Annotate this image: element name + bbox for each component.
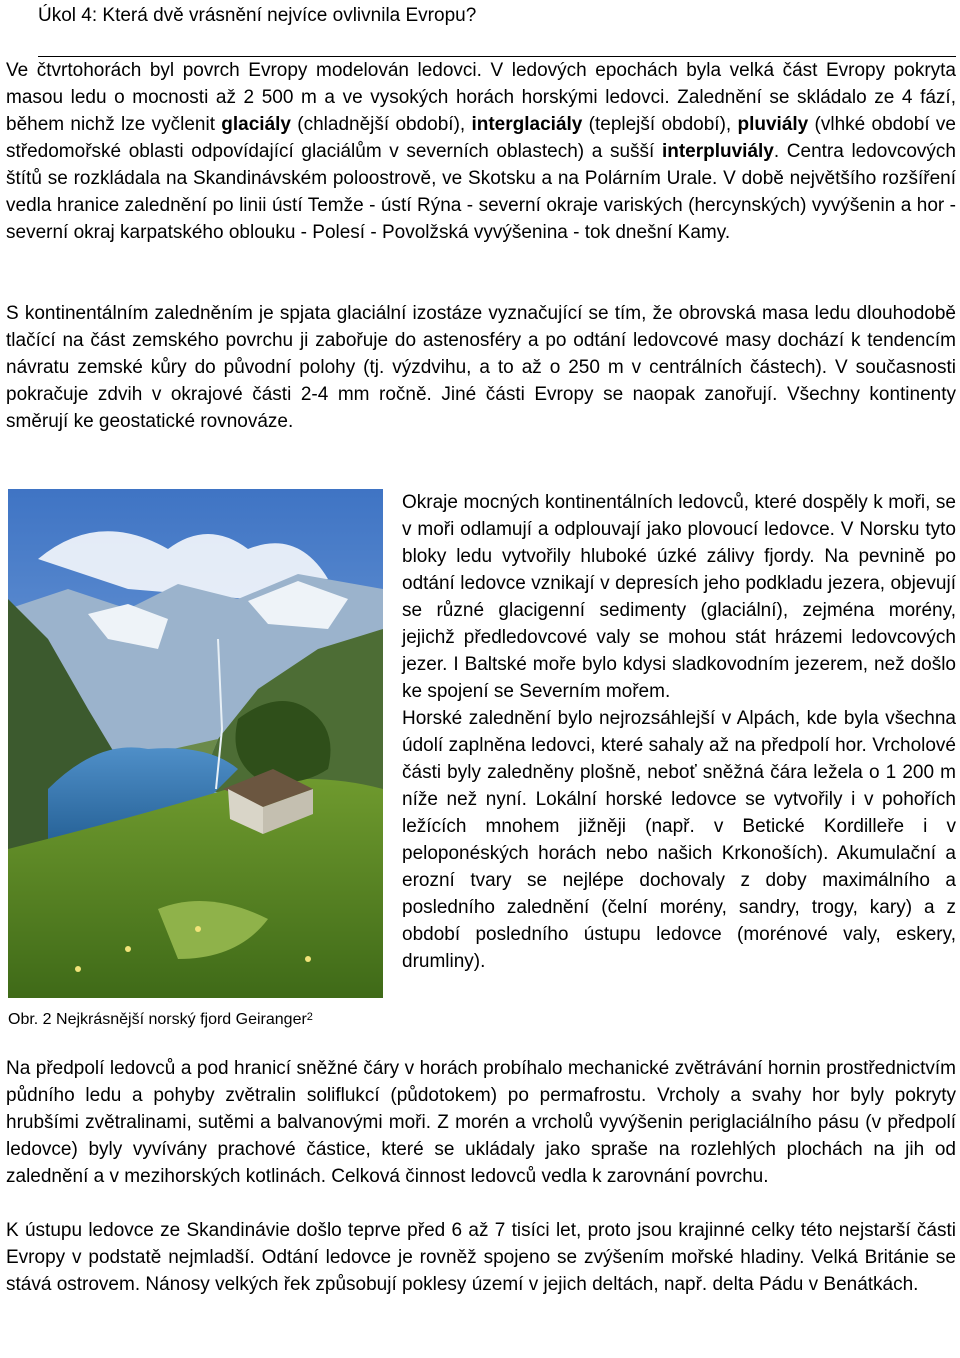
right-column [402, 489, 956, 975]
fjord-photo [8, 489, 383, 998]
task-heading: Úkol 4: Která dvě vrásnění nejvíce ovlivnila Evropu? [38, 5, 477, 26]
figure-caption: Obr. 2 Nejkrásnější norský fjord Geiranger$^2$ [8, 1011, 313, 1028]
paragraph-glaciation: Ve čtvrtohorách byl povrch Evropy modelován ledovci. V ledových epochách byla velká část Evropy pokryta masou ledu o mocnosti až 2 500 m a ve vysokých horách horskými ledovci. Zalednění se skládalo ze 4 fází, během nichž lze vyčlenit glaciály (chladnější období), interglaciály (teplejší období), pluviály (vlhké období ve středomořské oblasti odpovídající glaciálům v severních oblastech) a sušší interpluviály. Centra ledovcových štítů se rozkládala na Skandinávském poloostrově, ve Skotsku a na Polárním Urale. V době největšího rozšíření vedla hranice zalednění po linii ústí Temže - ústí Rýna - severní okraje variských (hercynských) vyvýšenin a hor - severní okraj karpatského oblouku - Polesí - Povolžská vyvýšenina - tok dnešní Kamy. [6, 60, 956, 243]
footnote-marker: 2 [306, 1011, 313, 1023]
paragraph-isostasy: S kontinentálním zaledněním je spjata glaciální izostáze vyznačující se tím, že obrovská masa ledu dlouhodobě tlačící na část zemského povrchu ji zabořuje do astenosféry a po odtání ledovcové masy dochází k tendencím návratu zemské kůry do původní polohy (tj. výzdvihu, a to až o 250 m v centrálních částech). V současnosti pokračuje zdvih v okrajové části 2-4 mm ročně. Jiné části Evropy se naopak zanořují. Všechny kontinenty směrují ke geostatické rovnováze. [6, 303, 956, 432]
term-glacialy: glaciály [221, 114, 291, 135]
term-interglacialy: interglaciály [471, 114, 583, 135]
paragraph-periglacial: Na předpolí ledovců a pod hranicí sněžné čáry v horách probíhalo mechanické zvětrávání hornin prostřednictvím půdního ledu a pohyby zvětralin soliflukcí (půdotokem) po permafrostu. Vrcholy a svahy hor byly pokryty hrubšími zvětralinami, sutěmi a balvanovými moři. Z morén a vrcholů vyvýšenin periglaciálního pásu (v předpolí ledovce) byly vyvívány prachové částice, které se ukládaly jako spraše na rozlehlých plochách na jih od zalednění a v mezihorských kotlinách. Celková činnost ledovců vedla k zarovnání povrchu. [6, 1058, 956, 1187]
term-interpluvialy: interpluviály [661, 141, 774, 162]
paragraph-mountain-glaciation: Horské zalednění bylo nejrozsáhlejší v Alpách, kde byla všechna údolí zaplněna ledovci, které sahaly až na předpolí hor. Vrcholové části byly zaledněny plošně, neboť sněžná čára ležela o 1 200 m níže než nyní. Lokální horské ledovce se vytvořily i v pohořích ležících mnohem jižněji (např. v Betické Kordilleře i v peloponéských horách nebo našich Krkonoších). Akumulační a erozní tvary se nejlépe dochovaly z doby maximálního a posledního zalednění (čelní morény, sandry, trogy, kary) a z období posledního ústupu ledovce (morénové valy, eskery, drumliny). [402, 708, 956, 972]
fjord-landscape-image [8, 489, 383, 998]
term-pluvialy: pluviály [737, 114, 809, 135]
paragraph-icebergs-fjords: Okraje mocných kontinentálních ledovců, které dospěly k moři, se v moři odlamují a odplouvají jako plovoucí ledovce. V Norsku tyto bloky ledu vytvořily hluboké úzké zálivy fjordy. Na pevnině po odtání ledovce vznikají v depresích jeho podkladu jezera, objevují se různé glacigenní sedimenty (glaciální), zejména morény, jejichž předledovcové valy se mohou stát hrázemi ledovcových jezer. I Baltské moře bylo kdysi sladkovodním jezerem, než došlo ke spojení se Severním mořem. [402, 492, 956, 702]
paragraph-retreat: K ústupu ledovce ze Skandinávie došlo teprve před 6 až 7 tisíci let, proto jsou krajinné celky této nejstarší části Evropy v podstatě nejmladší. Odtání ledovce je rovněž spojeno se zvýšením mořské hladiny. Velká Británie se stává ostrovem. Nánosy velkých řek způsobují poklesy území v jejich deltách, např. delta Pádu v Benátkách. [6, 1220, 956, 1295]
